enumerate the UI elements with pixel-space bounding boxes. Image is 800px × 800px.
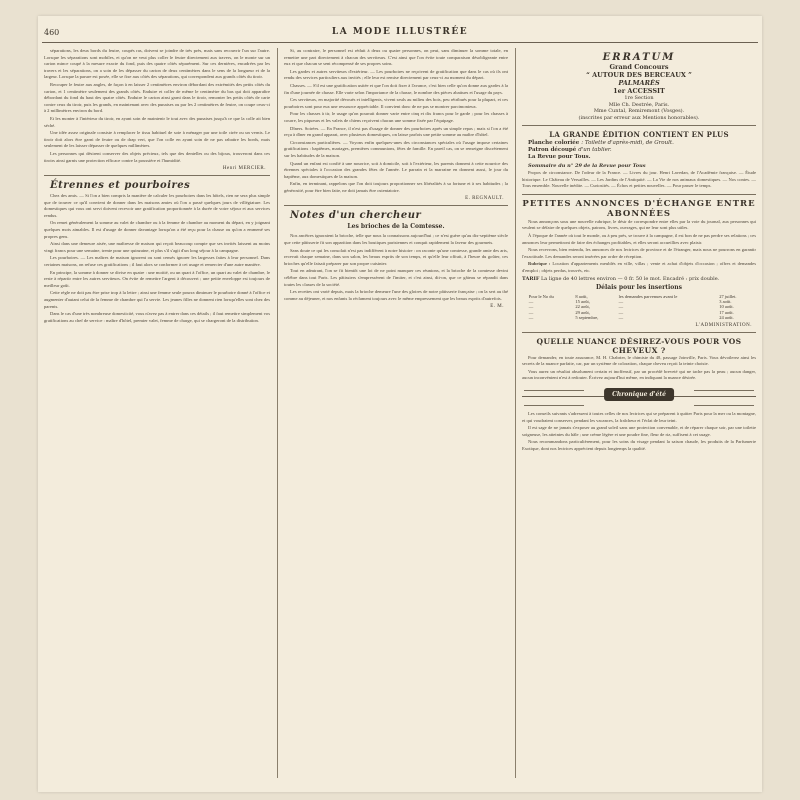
article-body (284, 48, 508, 194)
article-body (44, 193, 270, 324)
paragraph: En principe, la somme à donner se divise en quatre : une moitié, ou un quart à l'office, un quart au valet de chambre, le reste à répartir entre les autres serviteurs. On évite de remettre l'argent à découvert ; une petite enveloppe est toujours de meilleur goût. (44, 269, 270, 288)
journal-title: LA MODE ILLUSTRÉE (331, 27, 469, 37)
section-title: Notes d'un chercheur (290, 210, 422, 222)
section-rule (522, 125, 756, 126)
paragraph: Chasses. — S'il est une gratification usitée et que l'on doit fixer à l'avance, c'est bien celle qu'on donne aux gardes à la fin d'une journée de chasse. Elle varie selon l'importance de la chasse, le nombre des pièces abattues et l'usage du pays. (284, 82, 508, 95)
paragraph: Une idée assez originale consiste à remplacer le tissu habituel de soie à ménager par une toile cirée ou un vernis. Le tiroir doit alors être garni de feutre ou de drap vert, que l'on colle en ayant soin de ne pas rabattre les bords, mais seulement de les laisser dépasser de quelques millimètres. (44, 130, 270, 149)
advert-title: QUELLE NUANCE DÉSIREZ-VOUS POUR VOS CHEVEUX ? (536, 336, 742, 355)
paragraph: Cette règle ne doit pas être prise trop à la lettre ; ainsi une femme seule pourra diminuer le pourboire donné à l'office et augmenter d'autant celui de la femme de chambre qui l'a servie. Les jeunes filles ne donnent rien lorsqu'elles sont chez des parents. (44, 290, 270, 309)
edition-item-label: Planche coloriée (528, 140, 580, 146)
tarif-label: TARIF (522, 275, 540, 282)
section-rule (522, 332, 756, 333)
table-row: — 5 septembre, — 24 août. (528, 315, 734, 321)
page-number: 460 (44, 28, 60, 37)
paragraph: Enfin, en terminant, rappelons que l'on doit toujours proportionner ses libéralités à sa fortune et à ses habitudes ; la générosité, pour être bien faite, ne doit jamais être ostentatoire. (284, 181, 508, 193)
section-rule (44, 175, 270, 176)
edition-item-label: Patron découpé (528, 147, 577, 153)
erratum-line: PALMARÈS (618, 79, 660, 87)
article-body (284, 233, 508, 302)
delays-title: Délais pour les insertions (595, 283, 683, 291)
column-divider (515, 48, 516, 778)
advert-body (522, 355, 756, 382)
article-continuation (44, 48, 270, 164)
edition-item (528, 140, 756, 146)
header-rule (42, 42, 758, 43)
edition-item-note: d'un tablier. (578, 147, 612, 153)
chronicle-title: Chronique d'été (604, 388, 674, 401)
paragraph: Les pourboires. — Les maîtres de maison ignorent ou sont censés ignorer les largesses faites à leur personnel. Dans certaines maisons, on refuse ces gratifications ; il faut alors se conformer à cet usage et remercier d'une autre manière. (44, 255, 270, 268)
chronicle-body (522, 411, 756, 453)
edition-title: LA GRANDE ÉDITION CONTIENT EN PLUS (549, 130, 729, 139)
paragraph: Et les monter à l'intérieur du tiroir, en ayant soin de maintenir le tout avec des punaises jusqu'à ce que la colle ait bien séché. (44, 115, 270, 128)
paragraph: Les gardes et autres serviteurs d'extérieur. — Les pourboires ne reçoivent de gratification que dans le cas où ils ont rendu des services particuliers aux invités ; elle leur est remise directement par ceux-ci au moment du départ. (284, 68, 508, 81)
banner-ornament-right (694, 390, 754, 406)
tarif-block (522, 276, 756, 282)
paragraph: Nos ancêtres ignoraient la brioche, telle que nous la connaissons aujourd'hui ; ce n'est guère qu'au dix-septième siècle que cette pâtisserie fit son apparition dans les boutiques parisiennes et conquit rapidement la faveur des gourmets. (284, 233, 508, 246)
erratum-name: Mme Cuntal, Remiremont (Vosges). (593, 108, 685, 114)
section-title: Étrennes et pourboires (50, 180, 191, 192)
erratum-title: ERRATUM (602, 52, 676, 63)
erratum-line: 1er ACCESSIT (613, 87, 665, 95)
paragraph: Propos de circonstance. De l'odeur de la France. — Livres du jour. Henri Lavedan, de l'Académie française. — Étude historique. Le Château de Versailles. — Les Jardins de l'Antiquité. — La Vie de nos animaux domestiques. — Nos contes. — Tous ensemble. Nouvelle inédite. — Curiosités. — Échos et petites nouvelles. — Pour passer le temps. (522, 170, 756, 189)
paragraph: Les recettes ont varié depuis, mais la brioche demeure l'une des gloires de notre pâtisserie française ; on la sert au thé comme au déjeuner, et nos enfants la réclament toujours avec le même empressement que les beaux esprits d'autrefois. (284, 289, 508, 301)
paragraph: Chez des amis. — Si l'on a bien compris la manière de calculer les pourboires dans les hôtels, rien ne sera plus simple que de trouver ce qu'il convient de donner dans les maisons amies où l'on a passé quelques jours de villégiature. Les domestiques qui vous ont servi doivent recevoir une gratification proportionnée à la durée de votre séjour et aux services rendus. (44, 193, 270, 218)
paragraph: Les personnes qui désirent conserver des objets précieux, tels que des dentelles ou des bijoux, trouveront dans ces tiroirs ainsi garnis une protection efficace contre la poussière et l'humidité. (44, 150, 270, 163)
erratum-name: Mlle Ch. Destrée, Paris. (608, 101, 670, 108)
banner-ornament-left (524, 390, 584, 406)
erratum-line: 1re Section (624, 95, 654, 101)
administration-signature: L'ADMINISTRATION. (695, 322, 752, 328)
delays-table (527, 294, 752, 321)
paragraph: Recouper le feutre aux angles, de façon à en laisser 2 centimètres environ débordant des extrémités des petits côtés du carton, et 1 centimètre seulement des grands côtés. Enduire et coller de même le centimètre du bas qui doit apparaître débordant du fond du haut des quatre côtés. Enduire le carton ainsi garni dans le tiroir, remonter les petits côtés de carte contre ceux du tiroir, puis les grands, en maintenant avec des punaises ou par les 2 centimètres de feutre, on coupe ceux-ci à 2 millimètres environ du bord. (44, 81, 270, 114)
paragraph: Ces serviteurs, en majorité dévoués et intelligents, vivent seuls au milieu des bois, peu rétribués pour la plupart, et ces pourboires sont pour eux une ressource appréciable. Il convient donc de ne pas se montrer parcimonieux. (284, 97, 508, 109)
edition-item (528, 147, 756, 153)
author-signature: Henri MERCIER. (222, 166, 266, 172)
section-rule (522, 194, 756, 195)
column-divider (277, 48, 278, 778)
paragraph (522, 261, 756, 274)
paragraph: Les conseils suivants s'adressent à toutes celles de nos lectrices qui se préparent à quitter Paris pour la mer ou la montagne, et qui voudraient conserver, pendant les vacances, la fraîcheur et l'éclat de leur teint. (522, 410, 756, 423)
edition-item-note: : Toilette d'après-midi, de Groult. (581, 140, 674, 146)
paragraph: Pour les chasses à tir, le usage qu'on pourrait donner varie entre cinq et dix francs pour le garde ; pour les chasses à courre, les piqueurs et les valets de chiens reçoivent chacun une somme fixée par l'équipage. (284, 111, 508, 123)
rubrique-label: Rubrique : (528, 261, 551, 267)
chronicle-banner (522, 386, 756, 408)
paragraph: Ainsi dans une demeure aisée, une maîtresse de maison qui reçoit beaucoup compte que ses invités laissent au moins vingt francs pour une semaine, trente pour une quinzaine, et plus s'il s'agit d'un long séjour à la campagne. (44, 241, 270, 253)
section-rule (284, 205, 508, 206)
table-row: — 29 août, — 17 août. (528, 309, 734, 315)
revue-summary-heading: Sommaire du n° 29 de la Revue pour Tous (528, 163, 646, 169)
paragraph: Quand un enfant est confié à une nourrice, soit à domicile, soit à l'extérieur, les parents donnent à cette nourrice des étrennes spéciales à l'occasion des grandes fêtes de l'année. Le parrain et la marraine en donnent aussi, le jour du baptême, aux domestiques de la maison. (284, 160, 508, 179)
paragraph: Dîners. Soirées. — En France, il n'est pas d'usage de donner des pourboires après un simple repas ; mais si l'on a été reçu à dîner en grand apparat, avec plusieurs domestiques, on laisse parfois une petite somme au maître d'hôtel. (284, 125, 508, 138)
paragraph: Tout en admirant, l'on se fit bientôt une loi de ne point manquer ces réunions, et la brioche de la comtesse devint célèbre dans tout Paris. Les pâtissiers s'empressèrent de l'imiter, et c'est ainsi, dit-on, que ce gâteau se répandit dans toutes les classes de la société. (284, 268, 508, 287)
paragraph: Dans le cas d'une très nombreuse domesticité, vous n'avez pas à entrer dans ces détails ; il faut remettre simplement vos gratifications au chef de service : maître d'hôtel, premier valet, femme de charge, qui se chargeront de la distribution. (44, 311, 270, 323)
paragraph: Nous recommandons particulièrement, pour les soins du visage pendant la saison chaude, les produits de la Parfumerie Exotique, dont nos lectrices apprécient depuis longtemps la qualité. (522, 439, 756, 451)
revue-summary (522, 170, 756, 190)
paragraph: Sans doute ce qui les consolait n'est pas indifférent à notre histoire : on raconte qu'une comtesse, grande amie des arts, recevait chaque semaine, dans son salon, les beaux esprits de son temps, et qu'elle leur offrait, à l'heure du goûter, ces brioches qu'elle faisait préparer par son propre cuisinier. (284, 247, 508, 266)
section-subtitle: Les brioches de la Comtesse. (347, 223, 445, 231)
column-right (522, 48, 756, 778)
paragraph: Il est sage de ne jamais s'exposer au grand soleil sans une protection convenable, et de réparer chaque soir, par une toilette soigneuse, les atteintes du hâle ; une crème légère et une poudre fine, fleur de riz, suffisent à cet usage. (522, 425, 756, 437)
classifieds-title: PETITES ANNONCES D'ÉCHANGE ENTRE ABONNÉES (522, 198, 756, 219)
classifieds-body (522, 219, 756, 275)
paragraph: Circonstances particulières. — Voyons enfin quelques-unes des circonstances spéciales où l'usage impose certaines gratifications : baptêmes, mariages, premières communions, fêtes de famille. En pareil cas, on se renseigne discrètement sur les habitudes de la maison. (284, 139, 508, 158)
paragraph: On remet généralement la somme au valet de chambre ou à la femme de chambre au moment du départ, en y joignant quelques mots aimables. Il est d'usage de donner davantage lorsqu'on a été reçu pour la chasse ou qu'on a emmené ses propres gens. (44, 220, 270, 239)
paragraph: Vous aurez un résultat absolument certain et inoffensif, par un procédé breveté qui ne tache pas la peau ; aucun danger, aucun inconvénient n'est à redouter. Écrivez aujourd'hui même, en indiquant la nuance désirée. (522, 368, 756, 381)
newspaper-page (38, 16, 762, 792)
tarif-text: La ligne de 40 lettres environ — 0 fr. 50 le mot. Encadré : prix double. (540, 275, 720, 282)
erratum-line: “ AUTOUR DES BERCEAUX ” (586, 71, 692, 79)
paragraph: Si, au contraire, le personnel est réduit à deux ou quatre personnes, on peut, sans diminuer la somme totale, en remettre une part directement à chacun des serviteurs. C'est ainsi que l'on évite toute comparaison désobligeante entre eux et que chacun se sent récompensé de ses propres soins. (284, 48, 508, 67)
column-middle (284, 48, 508, 778)
paragraph: Nous annonçons sous une nouvelle rubrique, le désir de correspondre entre elles par la voie du journal, aux personnes qui veulent se défaire de quelques objets, patrons, livres, ouvrages, qui ne leur sont plus utiles. (522, 218, 756, 231)
author-signature: E. M. (490, 304, 504, 310)
erratum-line: Grand Concours (609, 63, 669, 71)
author-signature: E. REGNAULT. (465, 196, 504, 202)
page-header (38, 26, 762, 42)
erratum-name: (inscrites par erreur aux Mentions honorables). (578, 114, 700, 121)
rubrique-text: Location d'appartements meublés en ville, villas ; vente et achat d'objets d'occasion ; offres et demandes d'emploi ; objets perdus, trouvés, etc. (522, 261, 756, 273)
paragraph: séparations, les deux bords du feutre, coupés ras, doivent se joindre de très près, mais sans recouvrir l'un sur l'autre. Lorsque les séparations sont mobiles, et qu'on ne veut plus coller le feutre directement aux travers, on le monte sur un carton mince coupé à la mesure exacte du fond, puis des quatre côtés séparément. Sur ces dernières, encadrées par les travers et les séparations, on a soin de les dépasser du carton de deux centimètres dans le sens de la longueur et de la largeur. Lorsque la parure est posée, elle se fixe aux côtés des séparations, qui correspondent aux grands côtés du tiroir. (44, 48, 270, 80)
edition-item-label: La Revue pour Tous. (528, 154, 591, 160)
paragraph: Nous recevrons, bien entendu, les annonces de nos lectrices de province et de l'étranger, mais nous ne pourrons en garantir l'exactitude. Les demandes seront insérées par ordre de réception. (522, 247, 756, 259)
table-row: — 15 août, — 3 août. (528, 298, 732, 304)
paragraph: À l'époque de l'année où tout le monde, ou à peu près, se trouve à la campagne, il est bon de ne pas perdre ses relations ; ces annonces leur permettront de faire des échanges profitables, et elles seront accueillies avec plaisir. (522, 232, 756, 245)
table-row: — 22 août, — 10 août. (528, 304, 734, 310)
column-left (44, 48, 270, 778)
paragraph: Pour demander, en toute assurance, M. H. Chabrier, le chimiste du 48, passage Joinville, Paris. Vous dévoilerez ainsi les secrets de la nuance parfaite, car, par un système de coloration, chaque cheveu reçoit la teinte choisie. (522, 354, 756, 367)
table-row: Pour le No du 8 août, les demandes parvenues avant le 27 juillet. (528, 293, 737, 299)
edition-item (528, 154, 756, 160)
